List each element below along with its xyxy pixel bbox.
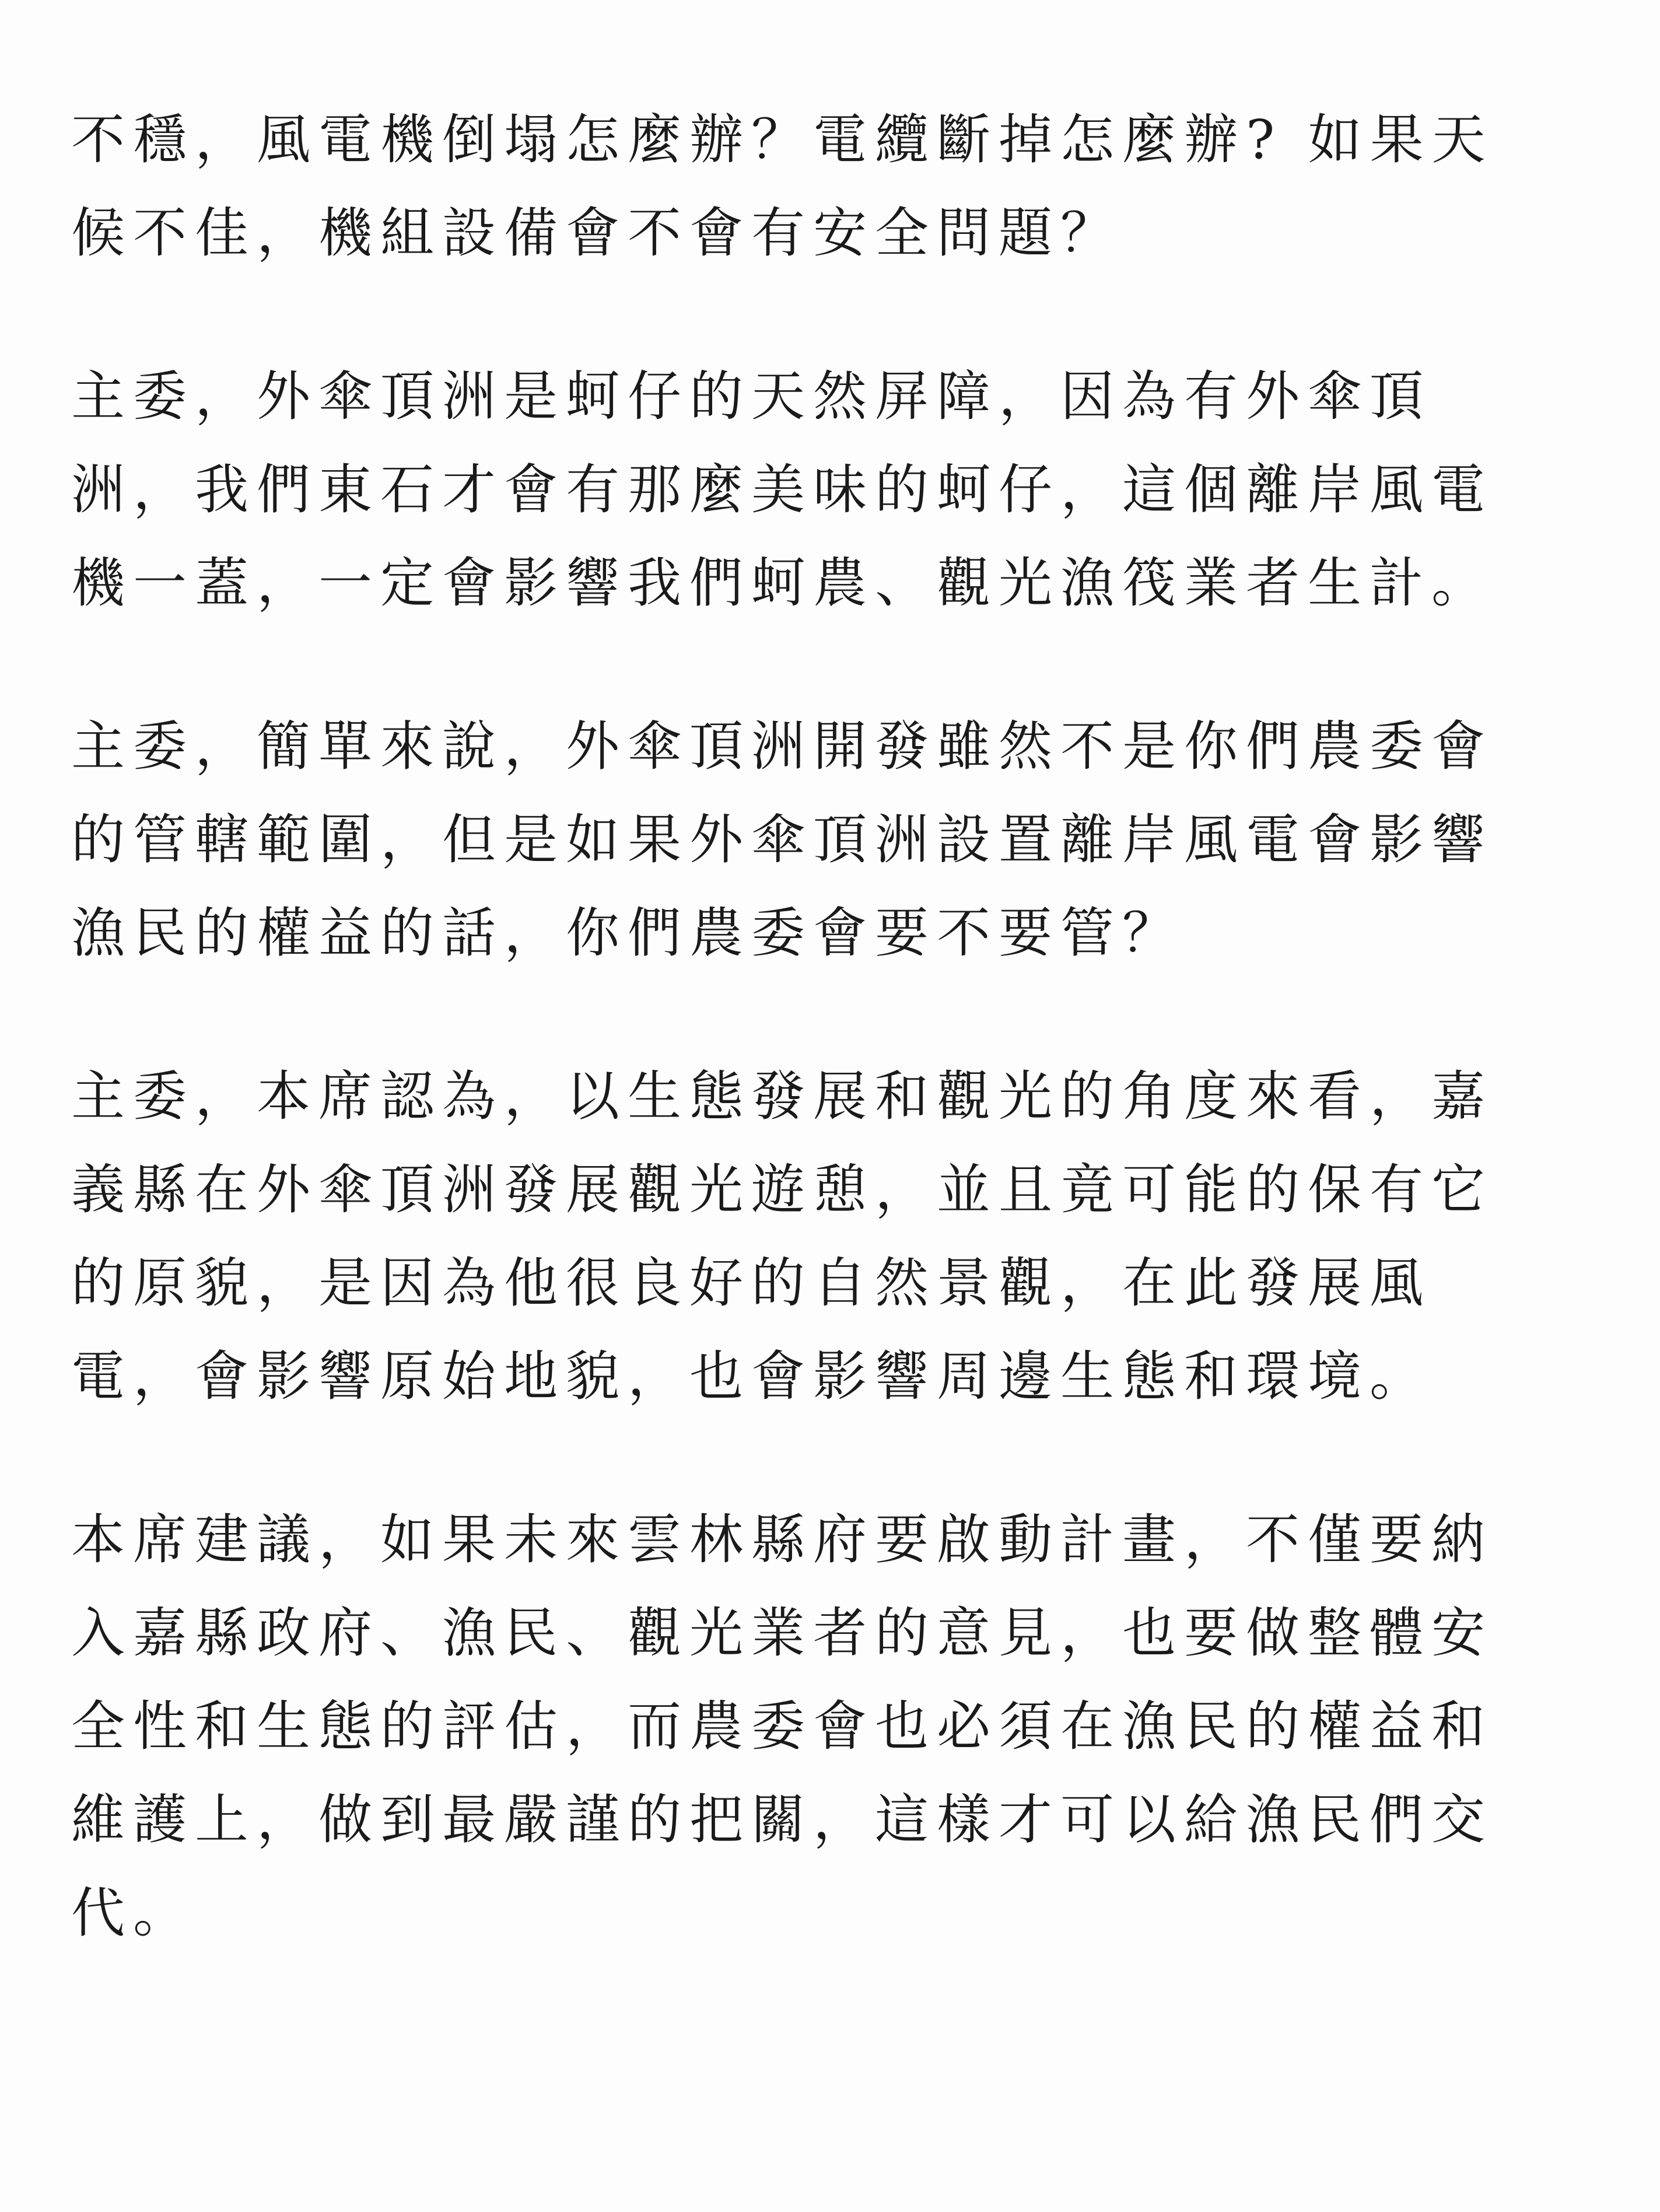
text-line: 不穩，風電機倒塌怎麼辦？電纜斷掉怎麼辦? 如果天: [71, 108, 1494, 171]
text-line: 機一蓋，一定會影響我們蚵農、觀光漁筏業者生計。: [71, 552, 1494, 614]
text-line: 漁民的權益的話，你們農委會要不要管？: [71, 902, 1185, 964]
text-line: 主委，外傘頂洲是蚵仔的天然屏障，因為有外傘頂: [71, 365, 1432, 428]
text-line: 主委，本席認為，以生態發展和觀光的角度來看，嘉: [71, 1065, 1494, 1128]
text-line: 的管轄範圍，但是如果外傘頂洲設置離岸風電會影響: [71, 808, 1494, 871]
text-line: 入嘉縣政府、漁民、觀光業者的意見，也要做整體安: [71, 1602, 1494, 1664]
text-line: 的原貌，是因為他很良好的自然景觀，在此發展風: [71, 1252, 1432, 1314]
text-line: 代。: [71, 1882, 195, 1944]
document-body: [71, 93, 1541, 2030]
text-line: 候不佳，機組設備會不會有安全問題？: [71, 202, 1123, 264]
text-line: 洲，我們東石才會有那麼美味的蚵仔，這個離岸風電: [71, 459, 1494, 521]
paragraph-3: [71, 700, 1541, 980]
paragraph-5: [71, 1493, 1541, 1960]
text-line: 維護上，做到最嚴謹的把關，這樣才可以給漁民們交: [71, 1788, 1494, 1851]
text-line: 電，會影響原始地貌，也會影響周邊生態和環境。: [71, 1345, 1432, 1408]
text-line: 義縣在外傘頂洲發展觀光遊憩，並且竟可能的保有它: [71, 1158, 1494, 1221]
paragraph-4: [71, 1050, 1541, 1423]
paragraph-2: [71, 350, 1541, 630]
paragraph-1: [71, 93, 1541, 280]
text-line: 主委，簡單來說，外傘頂洲開發雖然不是你們農委會: [71, 715, 1494, 778]
text-line: 全性和生態的評估，而農委會也必須在漁民的權益和: [71, 1695, 1494, 1758]
text-line: 本席建議，如果未來雲林縣府要啟動計畫，不僅要納: [71, 1508, 1494, 1571]
